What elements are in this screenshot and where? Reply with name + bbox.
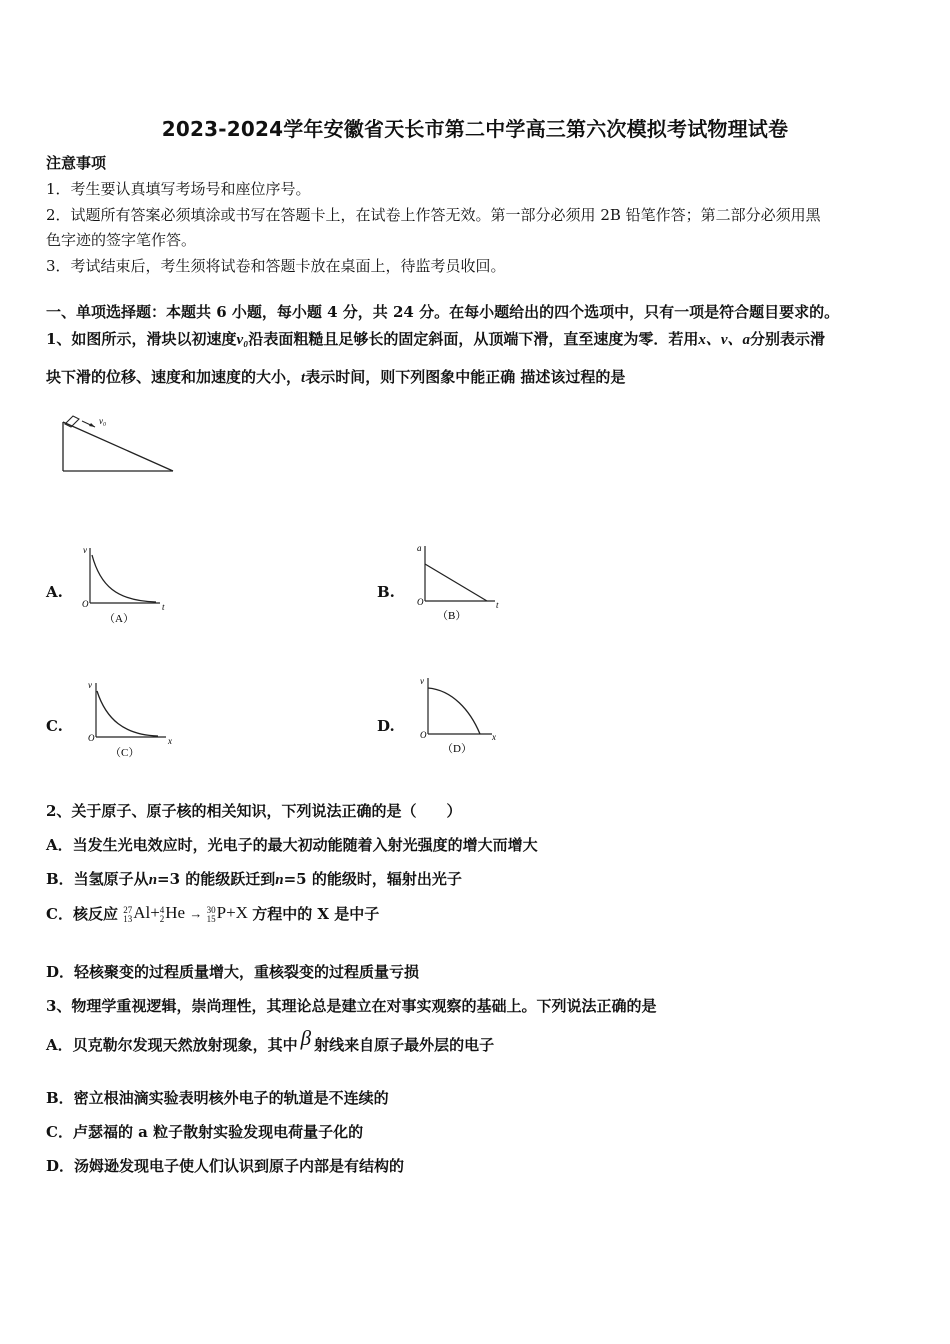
q1-stem-line2: 块下滑的位移、速度和加速度的大小，t表示时间，则下列图象中能正确 描述该过程的是 bbox=[46, 368, 626, 386]
y-label: a bbox=[417, 543, 422, 553]
notice-heading: 注意事项 bbox=[46, 154, 107, 172]
incline-slope bbox=[63, 422, 173, 471]
caption: （C） bbox=[110, 747, 140, 759]
q3-stem: 3、物理学重视逻辑，崇尚理性，其理论总是建立在对事实观察的基础上。下列说法正确的是 bbox=[46, 997, 657, 1015]
q3-option-a[interactable]: A．贝克勒尔发现天然放射现象，其中 β 射线来自原子最外层的电子 bbox=[46, 1026, 495, 1054]
q1-graph-d bbox=[412, 674, 507, 759]
q2-option-d[interactable]: D．轻核聚变的过程质量增大，重核裂变的过程质量亏损 bbox=[46, 963, 420, 981]
origin-label: O bbox=[88, 733, 95, 743]
curve-c bbox=[97, 691, 158, 736]
q1-graph-b bbox=[410, 541, 505, 626]
velocity-arrowhead bbox=[89, 423, 95, 427]
origin-label: O bbox=[420, 730, 427, 740]
q2-stem: 2、关于原子、原子核的相关知识，下列说法正确的是（ ） bbox=[46, 802, 462, 820]
x-label: t bbox=[496, 600, 499, 610]
q2-option-c[interactable]: C．核反应 27 13 Al+ 4 2 He → 30 15 P+X 方程中的 X 是中子 bbox=[46, 903, 380, 924]
caption: （A） bbox=[104, 613, 134, 625]
q1-option-a-letter[interactable]: A. bbox=[46, 583, 63, 601]
x-label: t bbox=[162, 602, 165, 612]
q1-option-b-letter[interactable]: B. bbox=[377, 583, 395, 601]
x-label: x bbox=[168, 736, 172, 746]
y-label: v bbox=[88, 680, 92, 690]
caption: （B） bbox=[437, 610, 467, 622]
q1-graph-a bbox=[78, 543, 173, 628]
beta-symbol: β bbox=[300, 1026, 312, 1050]
y-label: v bbox=[420, 676, 424, 686]
line-b bbox=[425, 564, 487, 601]
incline-figure bbox=[55, 408, 185, 476]
y-label: v bbox=[83, 545, 87, 555]
q2-option-b[interactable]: B．当氢原子从n=3 的能级跃迁到n=5 的能级时，辐射出光子 bbox=[46, 870, 462, 888]
caption: （D） bbox=[442, 743, 472, 755]
curve-a bbox=[92, 555, 156, 602]
q1-graph-c bbox=[82, 677, 177, 762]
origin-label: O bbox=[82, 599, 89, 609]
nuclear-equation: 27 13 Al+ 4 2 He → 30 15 P+X bbox=[123, 903, 248, 924]
q3-option-b[interactable]: B．密立根油滴实验表明核外电子的轨道是不连续的 bbox=[46, 1089, 389, 1107]
page-title: 2023-2024学年安徽省天长市第二中学高三第六次模拟考试物理试卷 bbox=[161, 117, 789, 141]
q1-stem-line1: 1、如图所示，滑块以初速度v₀沿表面粗糙且足够长的固定斜面，从顶端下滑，直至速度为零．若用x、v、a分别表示滑 bbox=[46, 330, 826, 348]
slider-block bbox=[65, 416, 79, 427]
q1-option-c-letter[interactable]: C. bbox=[46, 717, 63, 735]
notice-item-3: 3．考试结束后，考生须将试卷和答题卡放在桌面上，待监考员收回。 bbox=[46, 257, 506, 275]
x-label: x bbox=[492, 732, 496, 742]
incline-v0-label: v₀ bbox=[99, 416, 107, 426]
q3-option-c[interactable]: C．卢瑟福的 a 粒子散射实验发现电荷量子化的 bbox=[46, 1123, 364, 1141]
q3-option-d[interactable]: D．汤姆逊发现电子使人们认识到原子内部是有结构的 bbox=[46, 1157, 405, 1175]
q1-option-d-letter[interactable]: D. bbox=[377, 717, 395, 735]
section1-heading: 一、单项选择题：本题共 6 小题，每小题 4 分，共 24 分。在每小题给出的四个选项中，只有一项是符合题目要求的。 bbox=[46, 303, 840, 321]
notice-item-2: 2．试题所有答案必须填涂或书写在答题卡上，在试卷上作答无效。第一部分必须用 2B 铅笔作答；第二部分必须用黑 bbox=[46, 206, 821, 224]
curve-d bbox=[428, 688, 480, 734]
origin-label: O bbox=[417, 597, 424, 607]
notice-item-1: 1．考生要认真填写考场号和座位序号。 bbox=[46, 180, 311, 198]
q2-option-a[interactable]: A．当发生光电效应时，光电子的最大初动能随着入射光强度的增大而增大 bbox=[46, 836, 538, 854]
notice-item-2-cont: 色字迹的签字笔作答。 bbox=[46, 231, 197, 249]
